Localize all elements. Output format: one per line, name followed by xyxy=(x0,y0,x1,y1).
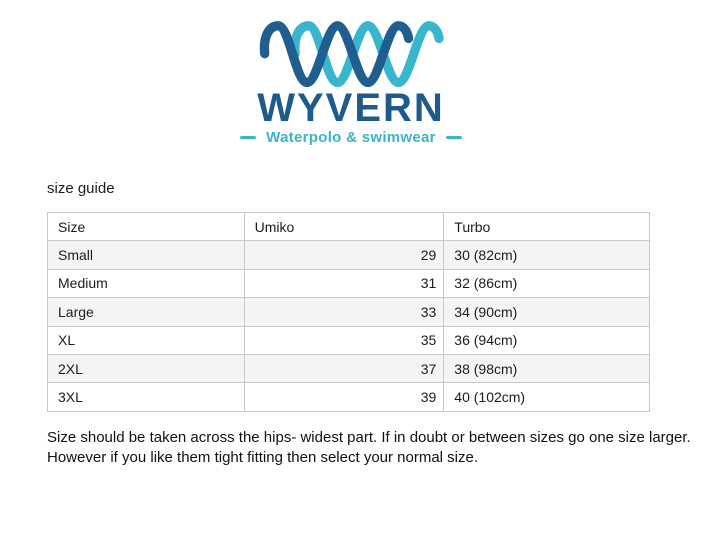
column-header-size: Size xyxy=(48,213,245,241)
table-row xyxy=(48,298,650,326)
turbo-cell: 36 (94cm) xyxy=(444,326,650,354)
size-cell: Medium xyxy=(48,269,245,297)
brand-wordmark: WYVERN xyxy=(257,86,445,130)
table-row xyxy=(48,241,650,269)
tagline-dash-right-icon xyxy=(446,136,462,139)
brand-logo xyxy=(0,8,702,146)
turbo-cell: 30 (82cm) xyxy=(444,241,650,269)
table-row xyxy=(48,383,650,411)
tagline-dash-left-icon xyxy=(240,136,256,139)
note-line: Size should be taken across the hips- widest part. If in doubt or between sizes go one size larger. xyxy=(47,429,691,446)
wave-logo-icon xyxy=(252,8,450,96)
size-cell: 3XL xyxy=(48,383,245,411)
brand-tagline-row xyxy=(0,129,702,146)
size-guide-heading: size guide xyxy=(47,180,115,197)
umiko-cell: 31 xyxy=(244,269,444,297)
umiko-cell: 37 xyxy=(244,354,444,382)
umiko-cell: 33 xyxy=(244,298,444,326)
size-cell: Small xyxy=(48,241,245,269)
umiko-cell: 35 xyxy=(244,326,444,354)
size-cell: Large xyxy=(48,298,245,326)
size-cell: 2XL xyxy=(48,354,245,382)
table-row xyxy=(48,326,650,354)
table-header-row xyxy=(48,213,650,241)
brand-tagline: Waterpolo & swimwear xyxy=(266,129,436,146)
umiko-cell: 39 xyxy=(244,383,444,411)
turbo-cell: 40 (102cm) xyxy=(444,383,650,411)
column-header-turbo: Turbo xyxy=(444,213,650,241)
umiko-cell: 29 xyxy=(244,241,444,269)
size-cell: XL xyxy=(48,326,245,354)
size-table xyxy=(47,212,650,412)
turbo-cell: 32 (86cm) xyxy=(444,269,650,297)
sizing-note xyxy=(47,428,691,468)
column-header-umiko: Umiko xyxy=(244,213,444,241)
turbo-cell: 34 (90cm) xyxy=(444,298,650,326)
table-row xyxy=(48,269,650,297)
note-line: However if you like them tight fitting then select your normal size. xyxy=(47,449,479,466)
turbo-cell: 38 (98cm) xyxy=(444,354,650,382)
table-row xyxy=(48,354,650,382)
